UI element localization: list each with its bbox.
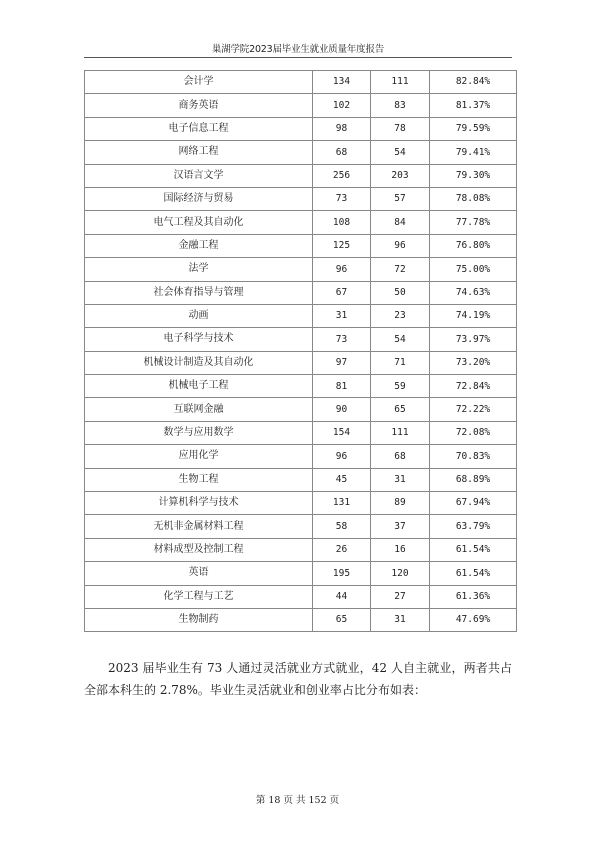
rate-cell: 79.41%: [430, 141, 517, 164]
table-row: [85, 71, 517, 94]
table-row: [85, 164, 517, 187]
employed-count-cell: 83: [371, 94, 430, 117]
graduates-count-cell: 81: [313, 375, 371, 398]
rate-cell: 47.69%: [430, 608, 517, 631]
employed-count-cell: 71: [371, 351, 430, 374]
major-name-cell: 电气工程及其自动化: [85, 211, 313, 234]
employed-count-cell: 111: [371, 71, 430, 94]
employed-count-cell: 59: [371, 375, 430, 398]
table-row: [85, 398, 517, 421]
rate-cell: 82.84%: [430, 71, 517, 94]
graduates-count-cell: 125: [313, 234, 371, 257]
graduates-count-cell: 256: [313, 164, 371, 187]
table-row: [85, 375, 517, 398]
major-name-cell: 电子信息工程: [85, 117, 313, 140]
graduates-count-cell: 108: [313, 211, 371, 234]
page-footer: 第 18 页 共 152 页: [255, 795, 340, 806]
body-paragraph: 2023 届毕业生有 73 人通过灵活就业方式就业，42 人自主就业，两者共占全部本科生的 2.78%。毕业生灵活就业和创业率占比分布如表：: [84, 661, 512, 697]
major-name-cell: 数学与应用数学: [85, 421, 313, 444]
rate-cell: 77.78%: [430, 211, 517, 234]
table-row: [85, 421, 517, 444]
rate-cell: 75.00%: [430, 258, 517, 281]
graduates-count-cell: 44: [313, 585, 371, 608]
major-name-cell: 电子科学与技术: [85, 328, 313, 351]
employed-count-cell: 57: [371, 187, 430, 210]
employed-count-cell: 23: [371, 304, 430, 327]
employed-count-cell: 31: [371, 608, 430, 631]
graduates-count-cell: 96: [313, 258, 371, 281]
rate-cell: 67.94%: [430, 492, 517, 515]
graduates-count-cell: 45: [313, 468, 371, 491]
graduates-count-cell: 90: [313, 398, 371, 421]
employed-count-cell: 84: [371, 211, 430, 234]
table-row: [85, 281, 517, 304]
rate-cell: 79.59%: [430, 117, 517, 140]
major-name-cell: 金融工程: [85, 234, 313, 257]
employed-count-cell: 31: [371, 468, 430, 491]
table-row: [85, 141, 517, 164]
rate-cell: 74.19%: [430, 304, 517, 327]
employed-count-cell: 72: [371, 258, 430, 281]
major-name-cell: 商务英语: [85, 94, 313, 117]
employed-count-cell: 120: [371, 562, 430, 585]
table-row: [85, 258, 517, 281]
graduates-count-cell: 67: [313, 281, 371, 304]
rate-cell: 73.97%: [430, 328, 517, 351]
rate-cell: 79.30%: [430, 164, 517, 187]
employed-count-cell: 89: [371, 492, 430, 515]
employed-count-cell: 54: [371, 328, 430, 351]
rate-cell: 72.08%: [430, 421, 517, 444]
major-name-cell: 会计学: [85, 71, 313, 94]
rate-cell: 72.22%: [430, 398, 517, 421]
graduates-count-cell: 96: [313, 445, 371, 468]
graduates-count-cell: 73: [313, 328, 371, 351]
rate-cell: 68.89%: [430, 468, 517, 491]
rate-cell: 81.37%: [430, 94, 517, 117]
major-name-cell: 英语: [85, 562, 313, 585]
employed-count-cell: 78: [371, 117, 430, 140]
table-row: [85, 234, 517, 257]
major-name-cell: 互联网金融: [85, 398, 313, 421]
employed-count-cell: 111: [371, 421, 430, 444]
table-row: [85, 515, 517, 538]
rate-cell: 70.83%: [430, 445, 517, 468]
table-row: [85, 187, 517, 210]
major-name-cell: 应用化学: [85, 445, 313, 468]
major-name-cell: 无机非金属材料工程: [85, 515, 313, 538]
table-row: [85, 445, 517, 468]
rate-cell: 61.36%: [430, 585, 517, 608]
graduates-count-cell: 98: [313, 117, 371, 140]
table-row: [85, 585, 517, 608]
table-row: [85, 304, 517, 327]
rate-cell: 63.79%: [430, 515, 517, 538]
rate-cell: 72.84%: [430, 375, 517, 398]
graduates-count-cell: 58: [313, 515, 371, 538]
major-name-cell: 生物工程: [85, 468, 313, 491]
graduates-count-cell: 102: [313, 94, 371, 117]
graduates-count-cell: 31: [313, 304, 371, 327]
table-row: [85, 328, 517, 351]
major-name-cell: 材料成型及控制工程: [85, 538, 313, 561]
major-name-cell: 法学: [85, 258, 313, 281]
graduates-count-cell: 26: [313, 538, 371, 561]
major-name-cell: 汉语言文学: [85, 164, 313, 187]
table-row: [85, 608, 517, 631]
graduates-count-cell: 65: [313, 608, 371, 631]
major-name-cell: 生物制药: [85, 608, 313, 631]
table-row: [85, 351, 517, 374]
employed-count-cell: 50: [371, 281, 430, 304]
graduates-count-cell: 97: [313, 351, 371, 374]
rate-cell: 73.20%: [430, 351, 517, 374]
table-row: [85, 492, 517, 515]
rate-cell: 61.54%: [430, 538, 517, 561]
graduates-count-cell: 195: [313, 562, 371, 585]
graduates-count-cell: 134: [313, 71, 371, 94]
table-row: [85, 468, 517, 491]
table-row: [85, 117, 517, 140]
employed-count-cell: 96: [371, 234, 430, 257]
major-name-cell: 化学工程与工艺: [85, 585, 313, 608]
graduates-count-cell: 154: [313, 421, 371, 444]
table-row: [85, 211, 517, 234]
graduates-count-cell: 131: [313, 492, 371, 515]
rate-cell: 61.54%: [430, 562, 517, 585]
major-name-cell: 动画: [85, 304, 313, 327]
rate-cell: 76.80%: [430, 234, 517, 257]
header-divider: [84, 57, 512, 58]
table-row: [85, 538, 517, 561]
employed-count-cell: 203: [371, 164, 430, 187]
table-row: [85, 562, 517, 585]
employed-count-cell: 37: [371, 515, 430, 538]
major-name-cell: 机械电子工程: [85, 375, 313, 398]
employed-count-cell: 16: [371, 538, 430, 561]
major-name-cell: 机械设计制造及其自动化: [85, 351, 313, 374]
graduates-count-cell: 68: [313, 141, 371, 164]
major-employment-table: [84, 70, 517, 632]
rate-cell: 78.08%: [430, 187, 517, 210]
employed-count-cell: 54: [371, 141, 430, 164]
major-name-cell: 国际经济与贸易: [85, 187, 313, 210]
employed-count-cell: 68: [371, 445, 430, 468]
major-name-cell: 计算机科学与技术: [85, 492, 313, 515]
rate-cell: 74.63%: [430, 281, 517, 304]
employed-count-cell: 27: [371, 585, 430, 608]
major-name-cell: 网络工程: [85, 141, 313, 164]
major-name-cell: 社会体育指导与管理: [85, 281, 313, 304]
table-row: [85, 94, 517, 117]
employed-count-cell: 65: [371, 398, 430, 421]
page-header-title: 巢湖学院2023届毕业生就业质量年度报告: [211, 44, 385, 55]
graduates-count-cell: 73: [313, 187, 371, 210]
